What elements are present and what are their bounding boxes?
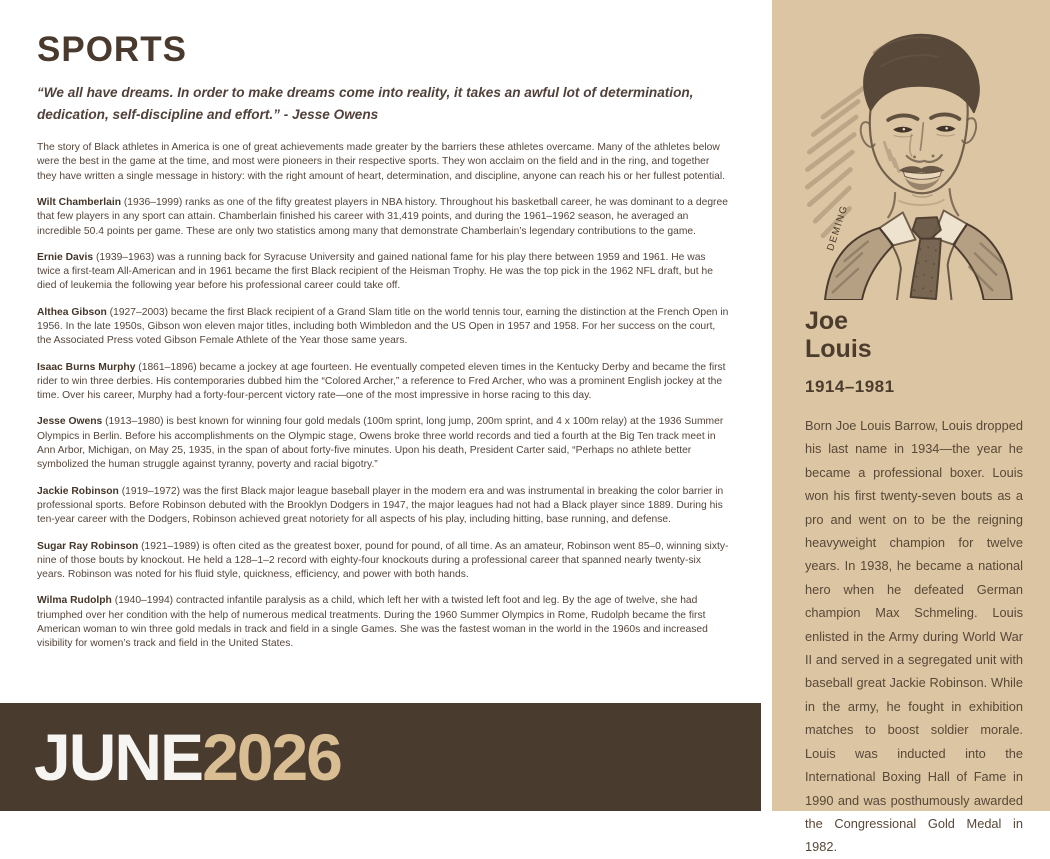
athlete-name: Isaac Burns Murphy: [37, 361, 136, 373]
athlete-name: Wilt Chamberlain: [37, 196, 122, 208]
athlete-text: (1921–1989) is often cited as the greatest boxer, pound for pound, of all time. As an amateur, Robinson went 85–0, winning sixty-nine of those bouts by knockout. He held a 128–1–2 record with eighty-four knockouts during a professional career that spanned nearly twenty-six years. Robinson was noted for his fluid style, quickness, efficiency, and power with both hands.: [37, 540, 729, 581]
athlete-name: Jesse Owens: [37, 416, 103, 428]
intro-paragraph: The story of Black athletes in America is one of great achievements made greater by the barriers these athletes overcame. Many of the athletes below were the best in the game at the time, and most were pioneers in their respective sports. They won acclaim on the field and in the ring, and together they have written a single message in history: with the right amount of heart, determination, and discipline, anyone can reach his or her fullest potential.: [37, 142, 725, 182]
athlete-text: (1861–1896) became a jockey at age fourteen. He eventually competed eleven times in the Kentucky Derby and became the first rider to win three derbies. His contemporaries dubbed him the “Colored Archer,” a reference to Fred Archer, who was a prominent English jockey at the time. Over his career, Murphy had a forty-four-percent victory rate—one of the most impressive in horse racing to this day.: [37, 361, 726, 402]
athlete-paragraph-isaac-burns-murphy: [37, 361, 730, 404]
athlete-paragraph-jackie-robinson: [37, 485, 730, 528]
athlete-paragraph-althea-gibson: [37, 306, 730, 349]
athlete-text: (1919–1972) was the first Black major league baseball player in the modern era and was instrumental in breaking the color barrier in professional sports. Before Robinson debuted with the Brooklyn Dodgers in 1947, the major leagues had not had a Black player since 1889. During his ten-year career with the Dodgers, Robinson achieved great notoriety for all aspects of his play, including hitting, base running, and defense.: [37, 485, 724, 526]
athlete-paragraph-jesse-owens: [37, 415, 730, 472]
athlete-paragraph-ernie-davis: [37, 251, 730, 294]
jesse-owens-quote: “We all have dreams. In order to make dreams come into reality, it takes an awful lot of determination, dedication, self-discipline and effort.” - Jesse Owens: [37, 85, 694, 123]
athlete-text: (1936–1999) ranks as one of the fifty greatest players in NBA history. Throughout his basketball career, he was dominant to a degree that few players in any sport can attain. Chamberlain finished his career with 31,419 points, and during the 1961–1962 season, he averaged an incredible 50.4 points per game. These are only two statistics among many that demonstrate Chamberlain’s legendary contributions to the game.: [37, 196, 728, 237]
month-year-banner: [0, 703, 761, 811]
athlete-first-name: Joe: [805, 307, 849, 335]
artist-signature: DEMING: [825, 203, 851, 253]
athlete-name: Ernie Davis: [37, 251, 94, 263]
athlete-name: Sugar Ray Robinson: [37, 540, 139, 552]
athlete-name: Althea Gibson: [37, 306, 107, 318]
year-label: 2026: [202, 720, 341, 794]
athlete-name: Wilma Rudolph: [37, 595, 112, 607]
athlete-lifespan: 1914–1981: [805, 377, 895, 396]
athlete-text: (1940–1994) contracted infantile paralysis as a child, which left her with a twisted left foot and leg. By the age of twelve, she had triumphed over her condition with the help of numerous medical treatments. During the 1960 Summer Olympics in Rome, Rudolph became the first American woman to win three gold medals in track and field in a single Games. She was the fastest woman in the world in the 1960s and increased visibility for women’s track and field in the United States.: [37, 595, 708, 650]
athlete-biography: Born Joe Louis Barrow, Louis dropped his last name in 1934—the year he became a professional boxer. Louis won his first twenty-seven bouts as a pro and went on to be the reigning heavyweight champion for twelve years. In 1938, he became a national hero when he defeated German champion Max Schmeling. Louis enlisted in the Army during World War II and served in a segregated unit with baseball great Jackie Robinson. While in the army, he fought in exhibition matches to boost soldier morale. Louis was inducted into the International Boxing Hall of Fame in 1990 and was posthumously awarded the Congressional Gold Medal in 1982.: [805, 418, 1023, 855]
athlete-bios: [37, 141, 730, 652]
featured-athlete-name: [805, 308, 1023, 363]
athlete-text: (1939–1963) was a running back for Syracuse University and gained national fame for his play there between 1959 and 1961. He was twice a first-team All-American and in 1961 became the first Black recipient of the Heisman Trophy. He was the top pick in the 1962 NFL draft, but he died of leukemia the following year before his professional career could take off.: [37, 251, 713, 292]
athlete-text: (1913–1980) is best known for winning four gold medals (100m sprint, long jump, 200m sprint, and 4 x 100m relay) at the 1936 Summer Olympics in Berlin. Before his accomplishments on the Olympic stage, Owens broke three world records and tied a fourth at the Big Ten track meet in Ann Arbor, Michigan, on May 25, 1935, in the span of about forty-five minutes. Upon his death, President Carter said, “Perhaps no athlete better symbolized the human struggle against tyranny, poverty and racial bigotry.”: [37, 416, 724, 471]
athlete-name: Jackie Robinson: [37, 485, 119, 497]
pencil-sketch-illustration: [793, 8, 1038, 300]
athlete-last-name: Louis: [805, 334, 872, 363]
joe-louis-sketch-portrait: [793, 8, 1038, 300]
athlete-paragraph-wilt-chamberlain: [37, 196, 730, 239]
featured-athlete-sidebar: [772, 0, 1050, 855]
month-label: JUNE: [34, 720, 203, 794]
panel-divider-gap: [761, 0, 772, 811]
athlete-text: (1927–2003) became the first Black recipient of a Grand Slam title on the world tennis tour, earning the distinction at the French Open in 1956. In the late 1950s, Gibson won eleven major titles, including both Wimbledon and the US Open in 1957 and 1958. For her success on the court, the Associated Press voted Gibson Female Athlete of the Year those same years.: [37, 306, 729, 347]
athlete-paragraph-wilma-rudolph: [37, 594, 730, 651]
athlete-paragraph-sugar-ray-robinson: [37, 540, 730, 583]
page-title: SPORTS: [37, 30, 187, 69]
